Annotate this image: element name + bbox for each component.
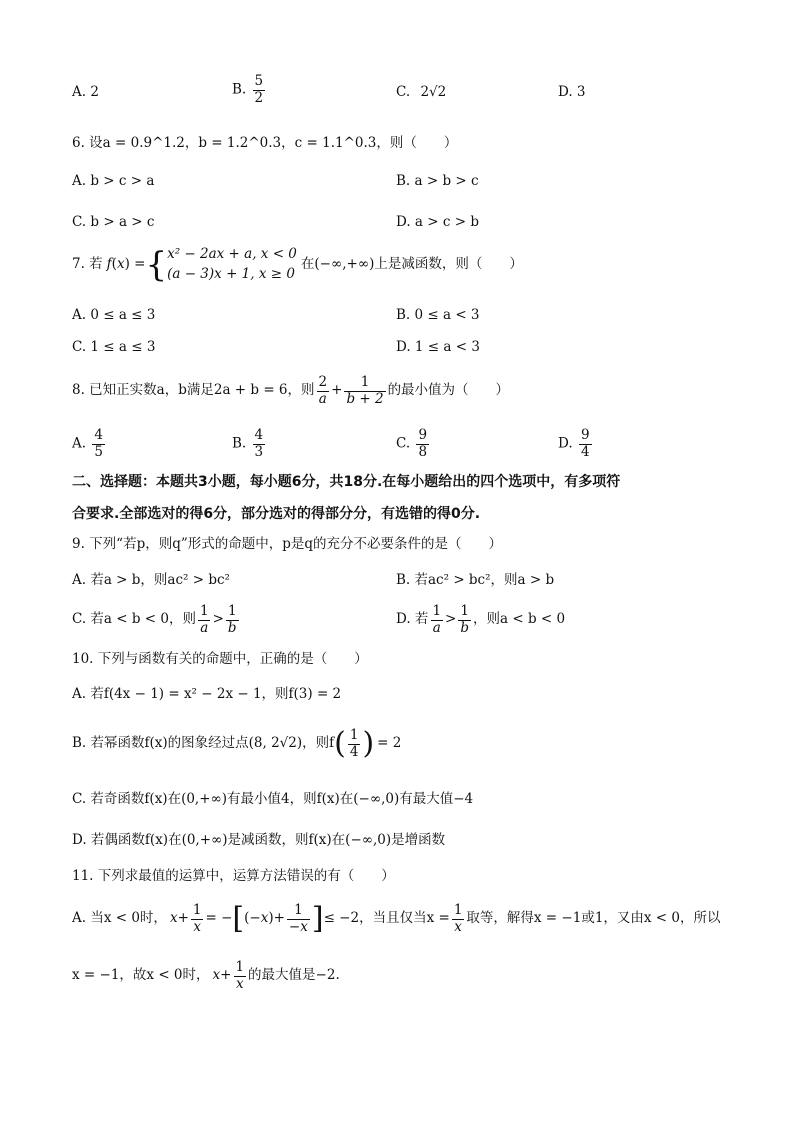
q7-left-brace: {: [145, 244, 168, 285]
q6-stem: 6. 设a = 0.9^1.2，b = 1.2^0.3，c = 1.1^0.3，则（ ）: [72, 135, 458, 151]
q5-option-c: C. 2√2: [396, 84, 447, 100]
q9-stem: 9. 下列“若p，则q”形式的命题中，p是q的充分不必要条件的是（ ）: [72, 536, 503, 552]
q7-option-b: B. 0 ≤ a < 3: [396, 307, 480, 323]
q7-option-c: C. 1 ≤ a ≤ 3: [72, 339, 156, 355]
q9-option-b: B. 若ac² > bc²，则a > b: [396, 572, 555, 588]
q8-fraction-2-over-a: $\frac{2}{a}$: [318, 374, 328, 407]
q7-stem: 7. 若 f ( x ) = { x² − 2ax + a, x < 0 (a − 3)x + 1, x ≥ 0 在(−∞,+∞)上是减函数，则（ ）: [72, 244, 523, 285]
q6-option-c: C. b > a > c: [72, 214, 155, 230]
section-2-heading-line1: 二、选择题：本题共3小题，每小题6分，共18分.在每小题给出的四个选项中，有多项符: [72, 474, 621, 490]
q8-option-a: A. $\frac{4}{5}$: [72, 427, 103, 460]
q10-stem: 10. 下列与函数有关的命题中，正确的是（ ）: [72, 651, 368, 667]
q5-option-b: B. $\frac{5}{2}$: [232, 73, 264, 106]
q6-option-d: D. a > c > b: [396, 214, 479, 230]
q11-option-a-line2: x = −1，故x < 0时， x + $\frac{1}{x}$ 的最大值是−2.: [72, 959, 340, 992]
q7-piecewise: x² − 2ax + a, x < 0 (a − 3)x + 1, x ≥ 0: [167, 246, 297, 282]
q8-option-d: D. $\frac{9}{4}$: [558, 427, 590, 460]
q11-option-a: A. 当x < 0时， x + $\frac{1}{x}$ = − [ (− x )+ $\frac{1}{-x}$ ] ≤ −2，当且仅当x = $\frac{1}{x}$ 取等，解得x = −1或1，又由x < 0，所以: [72, 901, 721, 937]
q10-option-d: D. 若偶函数f(x)在(0,+∞)是减函数，则f(x)在(−∞,0)是增函数: [72, 832, 446, 848]
section-2-heading-line2: 合要求.全部选对的得6分，部分选对的得部分分，有选错的得0分.: [72, 506, 481, 522]
q8-option-c: C. $\frac{9}{8}$: [396, 427, 428, 460]
q10-option-b: B. 若幂函数f(x)的图象经过点(8, 2√2)，则f ( $\frac{1}{4}$ ) = 2: [72, 726, 402, 762]
q9-option-a: A. 若a > b，则ac² > bc²: [72, 572, 230, 588]
q5-option-a: A. 2: [72, 84, 99, 100]
q8-fraction-1-over-b2: $\frac{1}{b + 2}$: [346, 374, 384, 407]
q7-option-d: D. 1 ≤ a < 3: [396, 339, 480, 355]
q7-option-a: A. 0 ≤ a ≤ 3: [72, 307, 156, 323]
q6-option-a: A. b > c > a: [72, 173, 155, 189]
q9-option-d: D. 若 $\frac{1}{a}$ > $\frac{1}{b}$ ，则a < b < 0: [396, 603, 566, 636]
q5-option-d: D. 3: [558, 84, 586, 100]
q8-option-b: B. $\frac{4}{3}$: [232, 427, 264, 460]
q11-stem: 11. 下列求最值的运算中，运算方法错误的有（ ）: [72, 868, 395, 884]
q5-b-fraction: $\frac{5}{2}$: [254, 73, 264, 106]
q6-option-b: B. a > b > c: [396, 173, 479, 189]
q10-option-a: A. 若f(4x − 1) = x² − 2x − 1，则f(3) = 2: [72, 686, 342, 702]
q9-option-c: C. 若a < b < 0，则 $\frac{1}{a}$ > $\frac{1}{b}$: [72, 603, 237, 636]
q10-option-c: C. 若奇函数f(x)在(0,+∞)有最小值4，则f(x)在(−∞,0)有最大值−4: [72, 791, 474, 807]
q8-stem: 8. 已知正实数a，b满足2a + b = 6，则 $\frac{2}{a}$ + $\frac{1}{b + 2}$ 的最小值为（ ）: [72, 374, 510, 407]
